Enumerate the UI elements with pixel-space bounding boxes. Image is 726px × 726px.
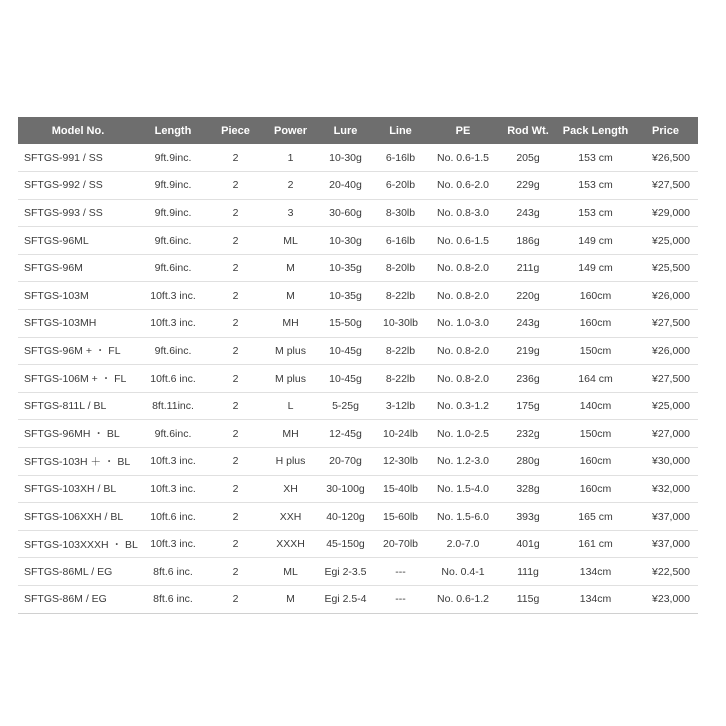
pe-cell: No. 1.0-3.0	[437, 317, 489, 330]
line-cell: ---	[395, 593, 406, 606]
piece-cell: 2	[232, 400, 239, 413]
price-cell: ¥25,000	[652, 234, 690, 247]
model-no-cell: SFTGS-103M	[24, 289, 89, 302]
model-no-cell: SFTGS-991 / SS	[24, 151, 103, 164]
length-cell: 10ft.3 inc.	[150, 317, 196, 330]
table-row	[18, 310, 698, 338]
model-no-cell: SFTGS-106XXH / BL	[24, 510, 124, 523]
length-cell: 10ft.6 inc.	[150, 510, 196, 523]
piece-cell: 2	[232, 289, 239, 302]
model-no-cell: SFTGS-96MH ・ BL	[24, 428, 120, 441]
piece-cell: 2	[232, 593, 239, 606]
pe-cell: No. 0.3-1.2	[437, 400, 489, 413]
line-cell: 6-16lb	[385, 234, 416, 247]
line-cell: 8-30lb	[385, 206, 416, 219]
piece-cell: 2	[232, 344, 239, 357]
pe-cell: No. 1.5-4.0	[437, 482, 489, 495]
pe-cell: No. 1.0-2.5	[437, 427, 489, 440]
rod-weight-cell: 115g	[516, 593, 540, 606]
line-cell: 20-70lb	[382, 538, 419, 551]
lure-cell: 30-60g	[329, 206, 362, 219]
model-no-cell: SFTGS-86M / EG	[24, 593, 107, 606]
price-cell: ¥26,500	[652, 151, 690, 164]
power-cell: XH	[283, 482, 298, 495]
pe-cell: No. 1.5-6.0	[437, 510, 489, 523]
power-cell: M plus	[275, 344, 306, 357]
pack-length-cell: 165 cm	[578, 510, 613, 523]
model-no-cell: SFTGS-992 / SS	[24, 179, 103, 192]
table-row	[18, 503, 698, 531]
power-cell: MH	[282, 427, 299, 440]
table-row	[18, 254, 698, 282]
line-cell: 15-40lb	[382, 482, 419, 495]
power-cell: ML	[283, 234, 298, 247]
price-cell: ¥27,500	[652, 179, 690, 192]
pe-cell: 2.0-7.0	[446, 538, 480, 551]
price-cell: ¥27,000	[652, 427, 690, 440]
line-cell: 3-12lb	[385, 400, 416, 413]
line-cell: 6-16lb	[385, 151, 416, 164]
lure-cell: 12-45g	[329, 427, 362, 440]
piece-cell: 2	[232, 262, 239, 275]
price-cell: ¥32,000	[652, 482, 690, 495]
piece-cell: 2	[232, 455, 239, 468]
table-header	[18, 117, 698, 144]
line-cell: 15-60lb	[382, 510, 419, 523]
pack-length-cell: 150cm	[579, 344, 612, 357]
piece-cell: 2	[232, 510, 239, 523]
length-cell: 8ft.6 inc.	[153, 565, 193, 578]
rod-weight-cell: 219g	[516, 344, 540, 357]
power-cell: M	[286, 593, 295, 606]
line-cell: 6-20lb	[385, 179, 416, 192]
table-row	[18, 392, 698, 420]
rod-weight-cell: 220g	[516, 289, 540, 302]
length-cell: 9ft.6inc.	[154, 234, 192, 247]
length-cell: 9ft.9inc.	[154, 206, 192, 219]
pe-cell: No. 0.6-1.2	[437, 593, 489, 606]
lure-cell: 45-150g	[326, 538, 365, 551]
pack-length-cell: 161 cm	[578, 538, 613, 551]
power-cell: H plus	[275, 455, 306, 468]
power-cell: L	[287, 400, 294, 413]
rod-weight-cell: 175g	[516, 400, 540, 413]
rod-weight-cell: 243g	[516, 206, 540, 219]
power-cell: M	[286, 262, 295, 275]
rod-weight-cell: 280g	[516, 455, 540, 468]
lure-cell: 10-45g	[329, 344, 362, 357]
header-pe: PE	[455, 124, 471, 137]
rod-weight-cell: 186g	[516, 234, 540, 247]
pe-cell: No. 0.6-1.5	[437, 234, 489, 247]
header-price: Price	[652, 124, 679, 137]
price-cell: ¥37,000	[652, 510, 690, 523]
header-lure: Lure	[333, 124, 358, 137]
pack-length-cell: 149 cm	[578, 262, 613, 275]
rod-spec-table	[18, 117, 698, 614]
lure-cell: 10-30g	[329, 151, 362, 164]
piece-cell: 2	[232, 206, 239, 219]
length-cell: 10ft.3 inc.	[150, 482, 196, 495]
table-row	[18, 227, 698, 255]
table-body	[18, 144, 698, 613]
table-row	[18, 199, 698, 227]
line-cell: 8-22lb	[385, 344, 416, 357]
table-row	[18, 172, 698, 200]
line-cell: 8-20lb	[385, 262, 416, 275]
rod-weight-cell: 232g	[516, 427, 540, 440]
line-cell: 8-22lb	[385, 372, 416, 385]
line-cell: 8-22lb	[385, 289, 416, 302]
pack-length-cell: 134cm	[579, 565, 612, 578]
price-cell: ¥29,000	[652, 206, 690, 219]
header-row	[18, 117, 698, 144]
table-row	[18, 586, 698, 614]
table-row	[18, 144, 698, 172]
lure-cell: Egi 2.5-4	[324, 593, 367, 606]
lure-cell: 20-70g	[329, 455, 362, 468]
piece-cell: 2	[232, 179, 239, 192]
line-cell: ---	[395, 565, 406, 578]
pe-cell: No. 0.6-1.5	[437, 151, 489, 164]
power-cell: XXXH	[276, 538, 305, 551]
power-cell: M	[286, 289, 295, 302]
rod-weight-cell: 393g	[516, 510, 540, 523]
pack-length-cell: 150cm	[579, 427, 612, 440]
power-cell: 1	[287, 151, 294, 164]
rod-weight-cell: 401g	[516, 538, 540, 551]
length-cell: 9ft.6inc.	[154, 262, 192, 275]
price-cell: ¥27,500	[652, 317, 690, 330]
table-row	[18, 530, 698, 558]
pack-length-cell: 140cm	[579, 400, 612, 413]
pe-cell: No. 0.8-2.0	[437, 289, 489, 302]
pack-length-cell: 164 cm	[578, 372, 613, 385]
lure-cell: 10-35g	[329, 262, 362, 275]
table-row	[18, 365, 698, 393]
model-no-cell: SFTGS-993 / SS	[24, 206, 103, 219]
length-cell: 9ft.9inc.	[154, 151, 192, 164]
power-cell: ML	[283, 565, 298, 578]
model-no-cell: SFTGS-96ML	[24, 234, 89, 247]
table-row	[18, 448, 698, 476]
pe-cell: No. 0.8-2.0	[437, 262, 489, 275]
model-no-cell: SFTGS-103MH	[24, 317, 97, 330]
line-cell: 10-24lb	[382, 427, 419, 440]
table-row	[18, 475, 698, 503]
lure-cell: 15-50g	[329, 317, 362, 330]
piece-cell: 2	[232, 234, 239, 247]
price-cell: ¥23,000	[652, 593, 690, 606]
pack-length-cell: 153 cm	[578, 151, 613, 164]
piece-cell: 2	[232, 427, 239, 440]
rod-weight-cell: 111g	[517, 565, 539, 578]
power-cell: MH	[282, 317, 299, 330]
price-cell: ¥22,500	[652, 565, 690, 578]
lure-cell: 10-30g	[329, 234, 362, 247]
length-cell: 9ft.6inc.	[154, 344, 192, 357]
lure-cell: Egi 2-3.5	[324, 565, 367, 578]
model-no-cell: SFTGS-96M + ・ FL	[24, 345, 121, 358]
table-row	[18, 420, 698, 448]
pe-cell: No. 0.8-2.0	[437, 344, 489, 357]
rod-weight-cell: 205g	[516, 151, 540, 164]
power-cell: 2	[287, 179, 294, 192]
pack-length-cell: 153 cm	[578, 179, 613, 192]
pe-cell: No. 0.6-2.0	[437, 179, 489, 192]
pack-length-cell: 160cm	[579, 289, 612, 302]
length-cell: 10ft.3 inc.	[150, 455, 196, 468]
header-line: Line	[389, 124, 412, 137]
piece-cell: 2	[232, 482, 239, 495]
model-no-cell: SFTGS-103XH / BL	[24, 482, 117, 495]
lure-cell: 20-40g	[329, 179, 362, 192]
table-row	[18, 337, 698, 365]
piece-cell: 2	[232, 565, 239, 578]
lure-cell: 10-35g	[329, 289, 362, 302]
header-pack-length: Pack Length	[562, 124, 629, 137]
pe-cell: No. 0.8-3.0	[437, 206, 489, 219]
price-cell: ¥25,500	[652, 262, 690, 275]
power-cell: XXH	[279, 510, 302, 523]
pack-length-cell: 160cm	[579, 455, 612, 468]
model-no-cell: SFTGS-811L / BL	[24, 400, 107, 413]
pack-length-cell: 160cm	[579, 317, 612, 330]
rod-weight-cell: 243g	[516, 317, 540, 330]
rod-weight-cell: 236g	[516, 372, 540, 385]
piece-cell: 2	[232, 151, 239, 164]
header-length: Length	[154, 124, 192, 137]
pack-length-cell: 160cm	[579, 482, 612, 495]
pe-cell: No. 0.8-2.0	[437, 372, 489, 385]
rod-weight-cell: 229g	[516, 179, 540, 192]
lure-cell: 5-25g	[332, 400, 359, 413]
pack-length-cell: 134cm	[579, 593, 612, 606]
price-cell: ¥26,000	[652, 344, 690, 357]
price-cell: ¥25,000	[652, 400, 690, 413]
length-cell: 10ft.3 inc.	[150, 289, 196, 302]
header-rod-weight: Rod Wt.	[507, 124, 549, 137]
header-piece: Piece	[221, 124, 250, 137]
header-model-no: Model No.	[51, 124, 105, 137]
length-cell: 10ft.3 inc.	[150, 538, 196, 551]
length-cell: 8ft.11inc.	[152, 400, 194, 413]
rod-weight-cell: 211g	[516, 262, 540, 275]
pe-cell: No. 0.4-1	[441, 565, 485, 578]
table-row	[18, 558, 698, 586]
pack-length-cell: 149 cm	[578, 234, 613, 247]
piece-cell: 2	[232, 372, 239, 385]
rod-weight-cell: 328g	[516, 482, 540, 495]
length-cell: 10ft.6 inc.	[150, 372, 196, 385]
model-no-cell: SFTGS-106M + ・ FL	[24, 373, 127, 386]
line-cell: 10-30lb	[382, 317, 419, 330]
price-cell: ¥26,000	[652, 289, 690, 302]
price-cell: ¥27,500	[652, 372, 690, 385]
price-cell: ¥30,000	[652, 455, 690, 468]
model-no-cell: SFTGS-103XXXH ・ BL	[24, 538, 138, 551]
table-row	[18, 282, 698, 310]
piece-cell: 2	[232, 538, 239, 551]
header-power: Power	[273, 124, 307, 137]
lure-cell: 30-100g	[326, 482, 365, 495]
piece-cell: 2	[232, 317, 239, 330]
lure-cell: 10-45g	[329, 372, 362, 385]
pack-length-cell: 153 cm	[578, 206, 613, 219]
model-no-cell: SFTGS-86ML / EG	[24, 565, 113, 578]
line-cell: 12-30lb	[382, 455, 419, 468]
model-no-cell: SFTGS-96M	[24, 262, 83, 275]
model-no-cell: SFTGS-103H ＋ ・ BL	[24, 455, 131, 468]
price-cell: ¥37,000	[652, 538, 690, 551]
power-cell: 3	[287, 206, 294, 219]
power-cell: M plus	[275, 372, 306, 385]
pe-cell: No. 1.2-3.0	[437, 455, 489, 468]
length-cell: 8ft.6 inc.	[153, 593, 193, 606]
length-cell: 9ft.6inc.	[154, 427, 192, 440]
lure-cell: 40-120g	[326, 510, 365, 523]
length-cell: 9ft.9inc.	[154, 179, 192, 192]
